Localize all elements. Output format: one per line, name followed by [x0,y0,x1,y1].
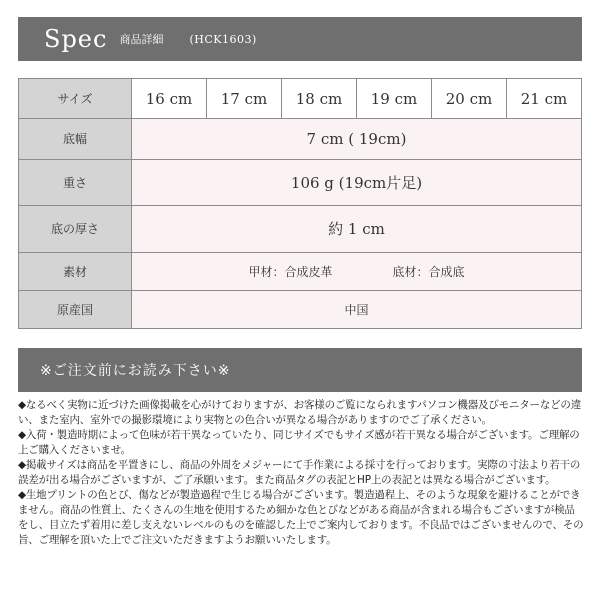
origin-row [19,290,582,328]
note-item: ◆入荷・製造時期によって色味が若干異なっていたり、同じサイズでもサイズ感が若干異なる場合がございます。ご理解の上ご購入くださいませ。 [18,429,580,456]
size-cell: 21 cm [507,79,582,119]
spec-header [18,17,582,61]
size-cell: 17 cm [207,79,282,119]
weight-label: 重さ [19,159,132,206]
sole-width-value: 7 cm ( 19cm) [132,119,582,159]
sole-material: 底材：合成底 [392,264,465,279]
material-label: 素材 [19,252,132,290]
spec-table [18,78,582,329]
notice-header [18,348,582,392]
size-cell: 19 cm [357,79,432,119]
sole-thickness-label: 底の厚さ [19,206,132,253]
origin-label: 原産国 [19,290,132,328]
note-item: ◆掲載サイズは商品を平置きにし、商品の外周をメジャーにて手作業による採寸を行っております。実際の寸法より若干の誤差が出る場合がございますが、ご了承願います。また商品タグの表記とHP上の表記とは異なる場合がございます。 [18,459,581,486]
notice-title: ※ご注文前にお読み下さい※ [40,363,231,379]
size-row [19,79,582,119]
weight-row [19,159,582,206]
note-item: ◆生地プリントの色とび、傷などが製造過程で生じる場合がございます。製造過程上、そのような現象を避けることができません。商品の性質上、たくさんの生地を使用するため細かな色とびなどがある商品が含まれる場合もございますが検品をし、目立たず着用に差し支えないレベルのものを確認した上でご案内しております。不良品ではございませんので、その旨、ご理解を頂いた上でご注文いただきますようお願いいたします。 [18,489,584,546]
sole-thickness-row [19,206,582,253]
size-cell: 18 cm [282,79,357,119]
size-cell: 16 cm [132,79,207,119]
upper-material: 甲材：合成皮革 [248,264,333,279]
sole-width-label: 底幅 [19,119,132,159]
material-value [132,252,582,290]
sole-width-row [19,119,582,159]
weight-value: 106 g (19cm片足) [132,159,582,206]
note-item: ◆なるべく実物に近づけた画像掲載を心がけておりますが、お客様のご覧になられますパソコン機器及びモニターなどの違い、また室内、室外での撮影環境により実物との色合いが異なる場合がありますのでご了承ください。 [18,399,582,426]
notes-block [18,398,584,548]
product-code: (HCK1603) [189,32,257,46]
sole-thickness-value: 約 1 cm [132,206,582,253]
size-cell: 20 cm [432,79,507,119]
spec-title: Spec [44,25,108,53]
spec-subtitle: 商品詳細 [119,33,164,46]
origin-value: 中国 [132,290,582,328]
material-row [19,252,582,290]
size-label: サイズ [19,79,132,119]
